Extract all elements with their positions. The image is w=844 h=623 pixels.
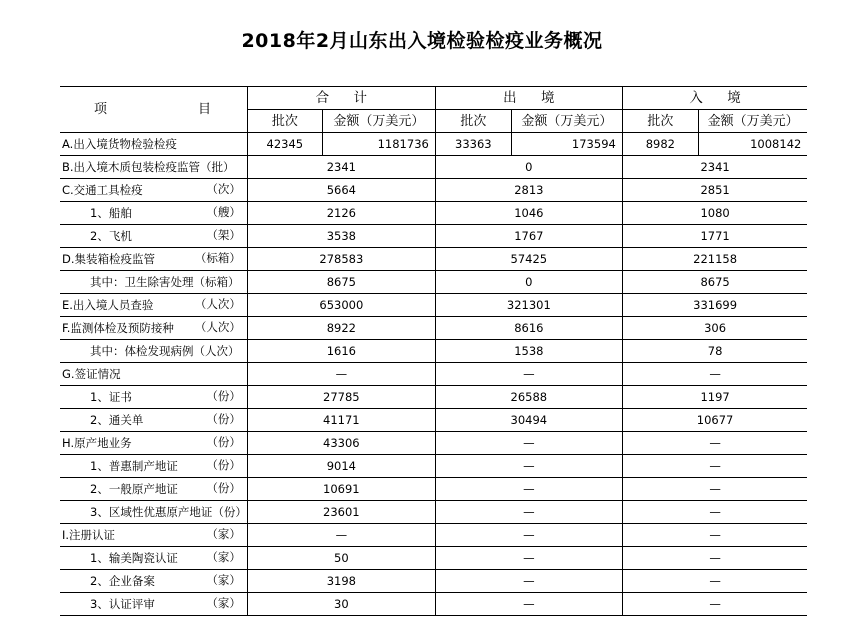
- row-label-text: B.出入境木质包装检疫监管（批）: [62, 159, 235, 174]
- table-row: [60, 409, 807, 432]
- table-row: [60, 271, 807, 294]
- table-row: [60, 524, 807, 547]
- exit-value-cell: 8616: [435, 317, 622, 340]
- table-row: [60, 501, 807, 524]
- entry-value-cell: —: [622, 524, 807, 547]
- row-label-text: 1、输美陶瓷认证: [90, 550, 178, 565]
- table-row: [60, 570, 807, 593]
- table-row: [60, 593, 807, 616]
- entry-value-cell: 221158: [622, 248, 807, 271]
- item-header-part-1: 项: [94, 102, 108, 117]
- header-row-groups: [60, 87, 807, 110]
- page-title: 2018年2月山东出入境检验检疫业务概况: [241, 30, 603, 52]
- table-row: [60, 432, 807, 455]
- row-unit: （架）: [206, 228, 241, 242]
- row-unit: （份）: [206, 389, 241, 403]
- entry-value-cell: 331699: [622, 294, 807, 317]
- entry-value-cell: 10677: [622, 409, 807, 432]
- row-unit: （艘）: [206, 205, 241, 219]
- row-label: [60, 501, 247, 524]
- row-label: [60, 547, 247, 570]
- row-label: [60, 409, 247, 432]
- row-label-text: 其中：卫生除害处理（标箱）: [90, 274, 240, 289]
- row-label: [60, 386, 247, 409]
- exit-value-cell: —: [435, 501, 622, 524]
- row-label: [60, 593, 247, 616]
- table-row: [60, 248, 807, 271]
- total-count-cell: 42345: [247, 133, 322, 156]
- item-header-part-2: 目: [198, 102, 212, 117]
- entry-value-cell: 1080: [622, 202, 807, 225]
- row-label-text: I.注册认证: [62, 527, 116, 542]
- row-label-text: 1、证书: [90, 389, 132, 404]
- entry-value-cell: 78: [622, 340, 807, 363]
- row-unit: （家）: [206, 596, 241, 610]
- row-label: [60, 179, 247, 202]
- row-label: [60, 478, 247, 501]
- row-label-text: 3、认证评审: [90, 596, 155, 611]
- row-label-text: F.监测体检及预防接种: [62, 320, 174, 335]
- exit-value-cell: 0: [435, 156, 622, 179]
- row-label: [60, 432, 247, 455]
- row-label: [60, 225, 247, 248]
- sub-header-amount: 金额（万美元）: [322, 110, 435, 133]
- sub-header-count: 批次: [622, 110, 698, 133]
- row-label: [60, 202, 247, 225]
- sub-header-amount: 金额（万美元）: [698, 110, 807, 133]
- table-row: [60, 363, 807, 386]
- exit-value-cell: 1538: [435, 340, 622, 363]
- total-value-cell: 23601: [247, 501, 435, 524]
- row-unit: （家）: [206, 573, 241, 587]
- row-label: [60, 570, 247, 593]
- row-label: [60, 524, 247, 547]
- total-value-cell: 3538: [247, 225, 435, 248]
- exit-value-cell: 321301: [435, 294, 622, 317]
- total-value-cell: —: [247, 524, 435, 547]
- row-label: [60, 294, 247, 317]
- exit-value-cell: 30494: [435, 409, 622, 432]
- exit-value-cell: —: [435, 363, 622, 386]
- row-label-text: H.原产地业务: [62, 435, 132, 450]
- entry-value-cell: —: [622, 501, 807, 524]
- row-label-text: 1、普惠制产地证: [90, 458, 178, 473]
- entry-value-cell: 1197: [622, 386, 807, 409]
- exit-value-cell: —: [435, 478, 622, 501]
- entry-value-cell: —: [622, 363, 807, 386]
- total-value-cell: 5664: [247, 179, 435, 202]
- table-row: [60, 455, 807, 478]
- total-value-cell: 43306: [247, 432, 435, 455]
- total-value-cell: 9014: [247, 455, 435, 478]
- table-row: [60, 478, 807, 501]
- row-unit: （家）: [206, 550, 241, 564]
- group-header-total: 合 计: [247, 87, 435, 110]
- exit-value-cell: 1046: [435, 202, 622, 225]
- exit-value-cell: —: [435, 593, 622, 616]
- exit-count-cell: 33363: [435, 133, 511, 156]
- total-amount-cell: 1181736: [322, 133, 435, 156]
- row-label: [60, 248, 247, 271]
- exit-value-cell: —: [435, 570, 622, 593]
- row-unit: （家）: [206, 527, 241, 541]
- item-header: [60, 87, 247, 133]
- table-row: [60, 133, 807, 156]
- total-value-cell: 50: [247, 547, 435, 570]
- row-label: [60, 271, 247, 294]
- total-value-cell: 41171: [247, 409, 435, 432]
- row-label: A.出入境货物检验检疫: [60, 133, 247, 156]
- table-row: [60, 225, 807, 248]
- exit-value-cell: 57425: [435, 248, 622, 271]
- total-value-cell: 30: [247, 593, 435, 616]
- entry-value-cell: 2851: [622, 179, 807, 202]
- exit-value-cell: 26588: [435, 386, 622, 409]
- total-value-cell: 8922: [247, 317, 435, 340]
- row-label-text: E.出入境人员查验: [62, 297, 154, 312]
- table-row: [60, 294, 807, 317]
- group-header-exit: 出 境: [435, 87, 622, 110]
- total-value-cell: 8675: [247, 271, 435, 294]
- exit-value-cell: —: [435, 455, 622, 478]
- table-row: [60, 386, 807, 409]
- total-value-cell: 3198: [247, 570, 435, 593]
- entry-value-cell: —: [622, 455, 807, 478]
- group-header-entry: 入 境: [622, 87, 807, 110]
- entry-value-cell: 8675: [622, 271, 807, 294]
- exit-value-cell: —: [435, 432, 622, 455]
- exit-value-cell: 2813: [435, 179, 622, 202]
- row-label-text: 2、通关单: [90, 412, 144, 427]
- entry-value-cell: —: [622, 547, 807, 570]
- row-unit: （次）: [206, 182, 241, 196]
- entry-value-cell: —: [622, 432, 807, 455]
- entry-value-cell: 306: [622, 317, 807, 340]
- entry-value-cell: —: [622, 478, 807, 501]
- exit-value-cell: 0: [435, 271, 622, 294]
- total-value-cell: 27785: [247, 386, 435, 409]
- row-label-text: 其中：体检发现病例（人次）: [90, 343, 240, 358]
- row-label-text: D.集装箱检疫监管: [62, 251, 156, 266]
- entry-value-cell: 2341: [622, 156, 807, 179]
- row-unit: （人次）: [194, 297, 241, 311]
- row-label: [60, 156, 247, 179]
- row-unit: （份）: [206, 458, 241, 472]
- entry-value-cell: —: [622, 593, 807, 616]
- total-value-cell: 2341: [247, 156, 435, 179]
- sub-header-count: 批次: [435, 110, 511, 133]
- exit-value-cell: —: [435, 547, 622, 570]
- table-row: [60, 202, 807, 225]
- sub-header-amount: 金额（万美元）: [511, 110, 622, 133]
- row-unit: （份）: [206, 412, 241, 426]
- table-row: [60, 340, 807, 363]
- row-label: [60, 455, 247, 478]
- total-value-cell: —: [247, 363, 435, 386]
- entry-value-cell: —: [622, 570, 807, 593]
- row-unit: （人次）: [194, 320, 241, 334]
- table-row: [60, 317, 807, 340]
- row-label-text: 3、区域性优惠原产地证（份）: [90, 504, 247, 519]
- row-unit: （份）: [206, 435, 241, 449]
- entry-count-cell: 8982: [622, 133, 698, 156]
- row-label-text: 2、飞机: [90, 228, 132, 243]
- row-label-text: 2、一般原产地证: [90, 481, 178, 496]
- table-row: [60, 156, 807, 179]
- row-unit: （标箱）: [194, 251, 241, 265]
- exit-value-cell: —: [435, 524, 622, 547]
- total-value-cell: 2126: [247, 202, 435, 225]
- row-unit: （份）: [206, 481, 241, 495]
- sub-header-count: 批次: [247, 110, 322, 133]
- table-row: [60, 179, 807, 202]
- row-label: [60, 363, 247, 386]
- row-label-text: 2、企业备案: [90, 573, 155, 588]
- total-value-cell: 10691: [247, 478, 435, 501]
- row-label: [60, 317, 247, 340]
- total-value-cell: 278583: [247, 248, 435, 271]
- row-label-text: 1、船舶: [90, 205, 132, 220]
- row-label-text: G.签证情况: [62, 366, 121, 381]
- business-summary-table: [60, 86, 807, 616]
- exit-amount-cell: 173594: [511, 133, 622, 156]
- entry-amount-cell: 1008142: [698, 133, 807, 156]
- row-label-text: C.交通工具检疫: [62, 182, 143, 197]
- row-label: [60, 340, 247, 363]
- table-row: [60, 547, 807, 570]
- exit-value-cell: 1767: [435, 225, 622, 248]
- total-value-cell: 1616: [247, 340, 435, 363]
- entry-value-cell: 1771: [622, 225, 807, 248]
- total-value-cell: 653000: [247, 294, 435, 317]
